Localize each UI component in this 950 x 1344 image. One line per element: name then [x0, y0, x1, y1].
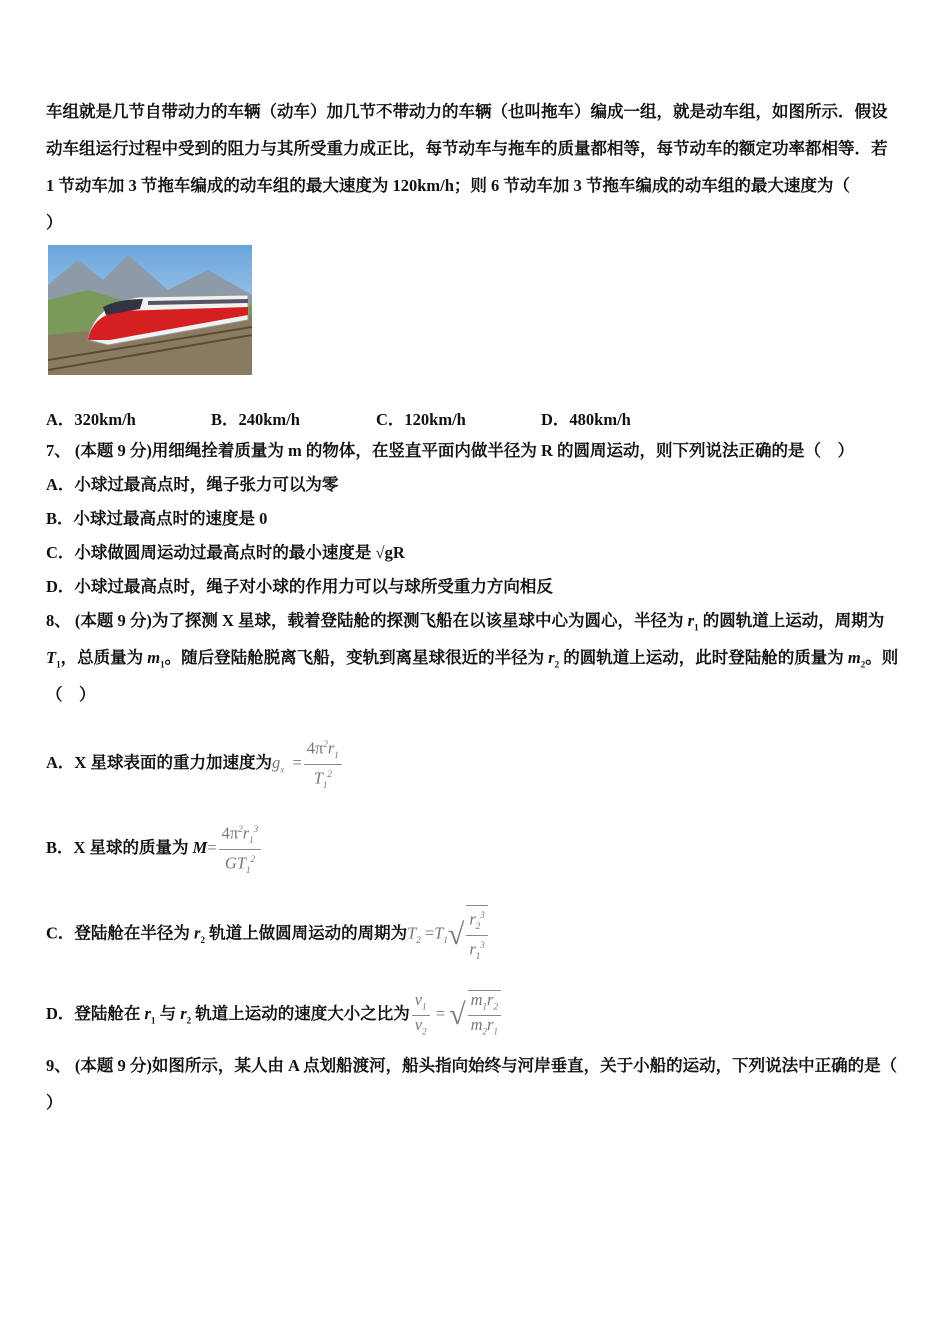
text: 轨道上做圆周运动的周期为 [204, 923, 408, 943]
q6-line: 动车组运行过程中受到的阻力与其所受重力成正比，每节动车与拖车的质量都相等，每节动车的额定功率都相等．若 [46, 139, 888, 158]
q7-option-b: B．小球过最高点时的速度是 0 [46, 509, 268, 528]
q6-option-a: A．320km/h [46, 410, 136, 429]
text: C．登陆舱在半径为 [46, 923, 195, 943]
q6-option-b: B．240km/h [211, 410, 300, 429]
q6-option-d: D．480km/h [541, 410, 631, 429]
q9-line: ） [46, 1093, 63, 1112]
q6-line: 1 节动车加 3 节拖车编成的动车组的最大速度为 120km/h；则 6 节动车加 3 节拖车编成的动车组的最大速度为（ [46, 176, 850, 195]
text: 的圆轨道上运动，此时登陆舱的质量为 [559, 648, 848, 667]
q7-option-a: A．小球过最高点时，绳子张力可以为零 [46, 475, 339, 494]
q8-option-d: D．登陆舱在 $r_1$ 与 $r_2$ 轨道上运动的速度大小之比为 $\frac{v_1}{v_2}$ = √ $\frac{m_1r_2}{m_2r_1}$ [46, 990, 503, 1041]
q6-option-c: C．120km/h [376, 410, 466, 429]
text: 8、 (本题 9 分)为了探测 X 星球，载着登陆舱的探测飞船在以该星球中心为圆心，半径为 [46, 611, 688, 630]
formula: = $\frac{4\pi^2r_1^3}{GT_1^2}$ [207, 820, 263, 879]
text: 与 [155, 1004, 181, 1024]
train-image [48, 245, 252, 375]
text: 轨道上运动的速度大小之比为 [191, 1004, 410, 1024]
q8-stem-line2: $T_1$，总质量为 $m_1$。随后登陆舱脱离飞船，变轨到离星球很近的半径为 $r_2$ 的圆轨道上运动，此时登陆舱的质量为 $m_2$。则 [46, 648, 899, 670]
q9-line: 9、 (本题 9 分)如图所示，某人由 A 点划船渡河，船头指向始终与河岸垂直，关于小船的运动，下列说法中正确的是（ [46, 1056, 898, 1075]
q6-line: 车组就是几节自带动力的车辆（动车）加几节不带动力的车辆（也叫拖车）编成一组，就是动车组，如图所示．假设 [46, 102, 888, 121]
formula: $g_x$ = $\frac{4\pi^2r_1}{T_1^2}$ [272, 735, 344, 794]
text: 。则 [865, 648, 899, 667]
text: D．登陆舱在 [46, 1004, 145, 1024]
text: 的圆轨道上运动，周期为 [698, 611, 885, 630]
text: A．X 星球表面的重力加速度为 [46, 753, 272, 773]
q7-option-d: D．小球过最高点时，绳子对小球的作用力可以与球所受重力方向相反 [46, 577, 553, 596]
q7-stem: 7、 (本题 9 分)用细绳拴着质量为 m 的物体，在竖直平面内做半径为 R 的圆周运动，则下列说法正确的是（ ） [46, 441, 855, 460]
q7-option-c: C．小球做圆周运动过最高点时的最小速度是 √gR [46, 543, 405, 562]
q8-option-c: C．登陆舱在半径为 $r_2$ 轨道上做圆周运动的周期为$T_2 =T_1$ √ $\frac{r_2^3}{r_1^3}$ [46, 905, 490, 965]
q8-option-a [46, 735, 344, 794]
q8-stem-line1: 8、 (本题 9 分)为了探测 X 星球，载着登陆舱的探测飞船在以该星球中心为圆心，半径为 $r_1$ 的圆轨道上运动，周期为 [46, 611, 885, 633]
text: 。随后登陆舱脱离飞船，变轨到离星球很近的半径为 [164, 648, 549, 667]
q8-stem-line3: （ ） [46, 685, 96, 704]
q8-option-b: B．X 星球的质量为 M= $\frac{4\pi^2r_1^3}{GT_1^2}$ [46, 820, 263, 879]
text: ，总质量为 [60, 648, 148, 667]
formula: $\frac{v_1}{v_2}$ = √ $\frac{m_1r_2}{m_2r_1}$ [410, 990, 503, 1041]
text: B．X 星球的质量为 [46, 838, 193, 858]
q6-line: ） [46, 213, 63, 232]
formula: $T_2 =T_1$ √ $\frac{r_2^3}{r_1^3}$ [407, 905, 490, 965]
